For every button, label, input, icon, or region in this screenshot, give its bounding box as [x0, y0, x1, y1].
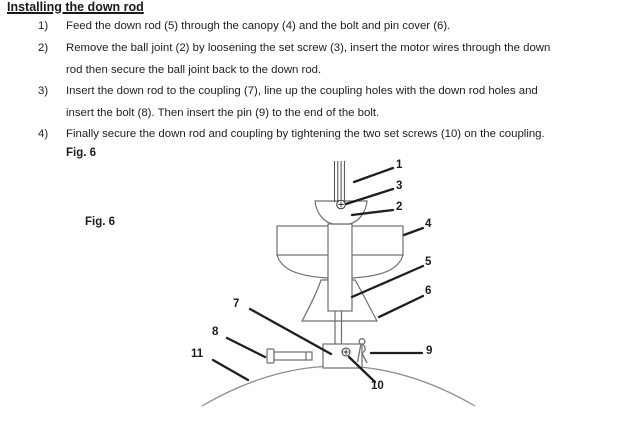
- motor-wires-shape: [335, 161, 345, 203]
- item-number: 4): [38, 128, 49, 140]
- callout-5: 5: [425, 256, 432, 268]
- coupling-screw-shape: [342, 348, 350, 356]
- callout-leader-lines: [213, 168, 423, 382]
- figure-caption-inline: Fig. 6: [66, 147, 97, 159]
- item-text: Finally secure the down rod and coupling by tightening the two set screws (10) on the coupling.: [66, 128, 545, 140]
- motor-housing-arc: [202, 366, 475, 406]
- item-text: Remove the ball joint (2) by loosening the set screw (3), insert the motor wires through the down: [66, 42, 551, 54]
- item-number: 3): [38, 85, 49, 97]
- callout-7: 7: [233, 298, 240, 310]
- set-screw-shape: [337, 200, 346, 209]
- callout-10: 10: [371, 380, 384, 392]
- bolt-shape: [267, 349, 312, 363]
- page-title: Installing the down rod: [7, 0, 144, 14]
- callout-9: 9: [426, 345, 433, 357]
- callout-8: 8: [212, 326, 219, 338]
- item-number: 1): [38, 20, 49, 32]
- callout-3: 3: [396, 180, 403, 192]
- item-text: insert the bolt (8). Then insert the pin (9) to the end of the bolt.: [66, 106, 380, 119]
- callout-6: 6: [425, 285, 432, 297]
- down-rod-shape: [328, 224, 352, 311]
- callout-2: 2: [396, 201, 403, 213]
- callout-1: 1: [396, 159, 403, 171]
- item-text: rod then secure the ball joint back to the down rod.: [66, 63, 322, 76]
- callout-11: 11: [191, 348, 204, 360]
- item-text: Feed the down rod (5) through the canopy (4) and the bolt and pin cover (6).: [66, 20, 451, 32]
- item-number: 2): [38, 42, 49, 54]
- item-text: Insert the down rod to the coupling (7), line up the coupling holes with the down rod holes and: [66, 85, 538, 97]
- callout-4: 4: [425, 218, 432, 230]
- figure-caption-side: Fig. 6: [85, 216, 116, 228]
